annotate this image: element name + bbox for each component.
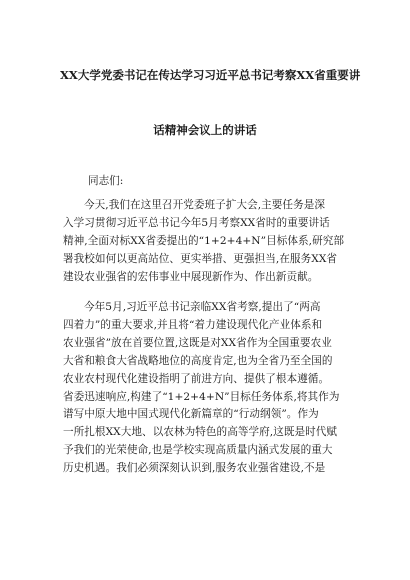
paragraph-line: 入学习贯彻习近平总书记今年5月考察XX省时的重要讲话 — [63, 216, 330, 229]
paragraph-line: 今年5月,习近平总书记亲临XX省考察,提出了“两高 — [84, 301, 321, 313]
document-title-line-1: XX大学党委书记在传达学习习近平总书记考察XX省重要讲 — [60, 68, 361, 82]
paragraph-line: 谱写中原大地中国式现代化新篇章的“行动纲领”。作为 — [63, 408, 319, 421]
paragraph-line: 建设农业强省的宏伟事业中展现新作为、作出新贡献。 — [63, 270, 319, 283]
paragraph-line: 一所扎根XX大地、以农林为特色的高等学府,这既是时代赋 — [63, 426, 338, 439]
paragraph-line: 署我校如何以更高站位、更实举措、更强担当,在服务XX省 — [63, 252, 338, 265]
paragraph-1 — [63, 197, 350, 287]
paragraph-line: 四着力”的重大要求,并且将“着力建设现代化产业体系和 — [63, 318, 323, 331]
paragraph-line: 精神,全面对标XX省委提出的“1+2+4+N”目标体系,研究部 — [63, 234, 345, 247]
paragraph-line: 历史机遇。我们必须深刻认识到,服务农业强省建设,不是 — [63, 462, 326, 475]
paragraph-line: 予我们的光荣使命,也是学校实现高质量内涵式发展的重大 — [63, 444, 333, 457]
paragraph-line: 农业强省”放在首要位置,这既是对XX省作为全国重要农业 — [63, 336, 332, 349]
salutation: 同志们: — [88, 175, 124, 187]
paragraph-line: 今天,我们在这里召开党委班子扩大会,主要任务是深 — [84, 199, 325, 211]
paragraph-line: 农业农村现代化建设指明了前进方向、提供了根本遵循。 — [63, 372, 330, 385]
paragraph-2 — [63, 299, 350, 478]
paragraph-line: 大省和粮食大省战略地位的高度肯定,也为全省乃至全国的 — [63, 354, 333, 367]
document-title-line-2: 话精神会议上的讲话 — [153, 123, 257, 137]
paragraph-line: 省委迅速响应,构建了“1+2+4+N”目标任务体系,将其作为 — [63, 390, 340, 403]
